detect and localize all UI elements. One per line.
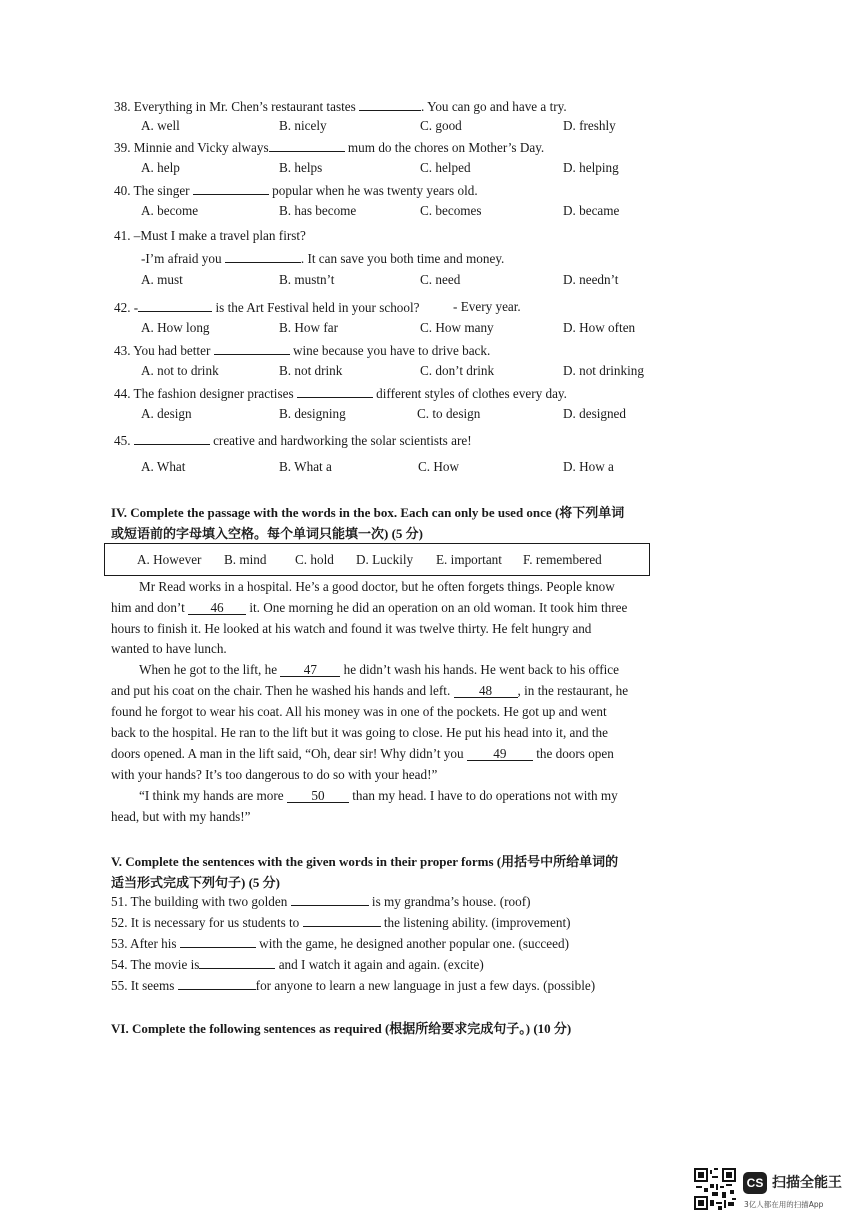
question-38: 38. Everything in Mr. Chen’s restaurant tastes . You can go and have a try.: [114, 99, 567, 114]
question-52: 52. It is necessary for us students to the listening ability. (improvement): [111, 915, 571, 930]
section-4-heading-cont: 或短语前的字母填入空格。每个单词只能填一次) (5 分): [111, 526, 423, 541]
section-4-heading: IV. Complete the passage with the words in the box. Each can only be used once (将下列单词: [111, 505, 625, 520]
option-d[interactable]: D. freshly: [563, 118, 616, 133]
option-d[interactable]: D. not drinking: [563, 363, 644, 378]
question-42: 42. - is the Art Festival held in your school?: [114, 300, 420, 315]
option-d[interactable]: D. became: [563, 203, 620, 218]
option-b[interactable]: B. designing: [279, 406, 346, 421]
option-b[interactable]: B. How far: [279, 320, 338, 335]
option-b[interactable]: B. helps: [279, 160, 323, 175]
answer-blank[interactable]: [214, 342, 290, 355]
question-55: 55. It seems for anyone to learn a new language in just a few days. (possible): [111, 978, 596, 993]
passage-line: him and don’t 46 it. One morning he did an operation on an old woman. It took him three: [111, 600, 628, 615]
question-42-answer: - Every year.: [453, 299, 521, 314]
option-d[interactable]: D. How a: [563, 459, 614, 474]
answer-blank[interactable]: [134, 432, 210, 445]
option-b[interactable]: B. nicely: [279, 118, 327, 133]
option-a[interactable]: A. well: [141, 118, 180, 133]
option-a[interactable]: A. must: [141, 272, 183, 287]
option-c[interactable]: C. need: [420, 272, 461, 287]
answer-blank[interactable]: [269, 139, 345, 152]
camscanner-logo: CS: [743, 1172, 767, 1194]
question-40: 40. The singer popular when he was twenty years old.: [114, 183, 478, 198]
blank-50[interactable]: 50: [287, 789, 349, 803]
passage-line: wanted to have lunch.: [111, 641, 227, 656]
question-54: 54. The movie is and I watch it again and again. (excite): [111, 957, 484, 972]
option-d[interactable]: D. designed: [563, 406, 626, 421]
option-c[interactable]: C. don’t drink: [420, 363, 495, 378]
answer-blank[interactable]: [225, 250, 301, 263]
word-option-b: B. mind: [224, 552, 267, 567]
word-box: [104, 543, 650, 576]
question-39: 39. Minnie and Vicky always mum do the chores on Mother’s Day.: [114, 140, 545, 155]
passage-line: Mr Read works in a hospital. He’s a good doctor, but he often forgets things. People know: [139, 579, 615, 594]
word-option-d: D. Luckily: [356, 552, 414, 567]
answer-blank[interactable]: [178, 977, 256, 990]
answer-blank[interactable]: [193, 182, 269, 195]
passage-line: with your hands? It’s too dangerous to do so with your head!”: [111, 767, 438, 782]
passage-line: head, but with my hands!”: [111, 809, 251, 824]
option-b[interactable]: B. has become: [279, 203, 357, 218]
option-c[interactable]: C. helped: [420, 160, 471, 175]
passage-line: When he got to the lift, he 47 he didn’t wash his hands. He went back to his office: [139, 662, 619, 677]
camscanner-title: 扫描全能王: [772, 1175, 842, 1191]
blank-47[interactable]: 47: [280, 663, 340, 677]
passage-line: back to the hospital. He ran to the lift but it was going to close. He put his head into it, and the: [111, 725, 608, 740]
answer-blank[interactable]: [303, 914, 381, 927]
option-b[interactable]: B. not drink: [279, 363, 343, 378]
camscanner-subtitle: 3亿人都在用的扫描App: [744, 1200, 824, 1209]
answer-blank[interactable]: [291, 893, 369, 906]
question-53: 53. After his with the game, he designed another popular one. (succeed): [111, 936, 569, 951]
option-a[interactable]: A. become: [141, 203, 199, 218]
word-option-a: A. However: [137, 552, 202, 567]
option-b[interactable]: B. What a: [279, 459, 332, 474]
passage-line: hours to finish it. He looked at his watch and found it was twelve thirty. He felt hungry and: [111, 621, 592, 636]
question-43: 43. You had better wine because you have to drive back.: [114, 343, 491, 358]
option-a[interactable]: A. design: [141, 406, 192, 421]
qr-code-icon: [694, 1168, 736, 1210]
blank-49[interactable]: 49: [467, 747, 533, 761]
passage-line: and put his coat on the chair. Then he washed his hands and left. 48 , in the restaurant, he: [111, 683, 629, 698]
passage-line: doors opened. A man in the lift said, “Oh, dear sir! Why didn’t you 49 the doors open: [111, 746, 614, 761]
option-d[interactable]: D. helping: [563, 160, 619, 175]
option-c[interactable]: C. to design: [417, 406, 481, 421]
blank-46[interactable]: 46: [188, 601, 246, 615]
option-a[interactable]: A. What: [141, 459, 186, 474]
option-a[interactable]: A. help: [141, 160, 180, 175]
option-a[interactable]: A. not to drink: [141, 363, 219, 378]
word-option-e: E. important: [436, 552, 502, 567]
question-44: 44. The fashion designer practises different styles of clothes every day.: [114, 386, 567, 401]
question-41: 41. –Must I make a travel plan first?: [114, 228, 306, 243]
option-d[interactable]: D. How often: [563, 320, 636, 335]
section-5-heading: V. Complete the sentences with the given words in their proper forms (用括号中所给单词的: [111, 854, 619, 869]
answer-blank[interactable]: [138, 299, 212, 312]
option-c[interactable]: C. How: [418, 459, 460, 474]
passage-line: found he forgot to wear his coat. All his money was in one of the pockets. He got up and went: [111, 704, 607, 719]
answer-blank[interactable]: [199, 956, 275, 969]
option-a[interactable]: A. How long: [141, 320, 210, 335]
question-51: 51. The building with two golden is my grandma’s house. (roof): [111, 894, 531, 909]
option-d[interactable]: D. needn’t: [563, 272, 619, 287]
option-c[interactable]: C. How many: [420, 320, 494, 335]
section-6-heading: VI. Complete the following sentences as required (根据所给要求完成句子。) (10 分): [111, 1021, 572, 1036]
blank-48[interactable]: 48: [454, 684, 518, 698]
answer-blank[interactable]: [297, 385, 373, 398]
option-c[interactable]: C. becomes: [420, 203, 482, 218]
option-b[interactable]: B. mustn’t: [279, 272, 335, 287]
option-c[interactable]: C. good: [420, 118, 462, 133]
word-option-f: F. remembered: [523, 552, 602, 567]
section-5-heading-cont: 适当形式完成下列句子) (5 分): [111, 875, 280, 890]
answer-blank[interactable]: [180, 935, 256, 948]
question-45: 45. creative and hardworking the solar scientists are!: [114, 433, 472, 448]
answer-blank[interactable]: [359, 98, 421, 111]
passage-line: “I think my hands are more 50 than my head. I have to do operations not with my: [139, 788, 618, 803]
question-41-reply: -I’m afraid you . It can save you both time and money.: [141, 251, 505, 266]
word-option-c: C. hold: [295, 552, 334, 567]
